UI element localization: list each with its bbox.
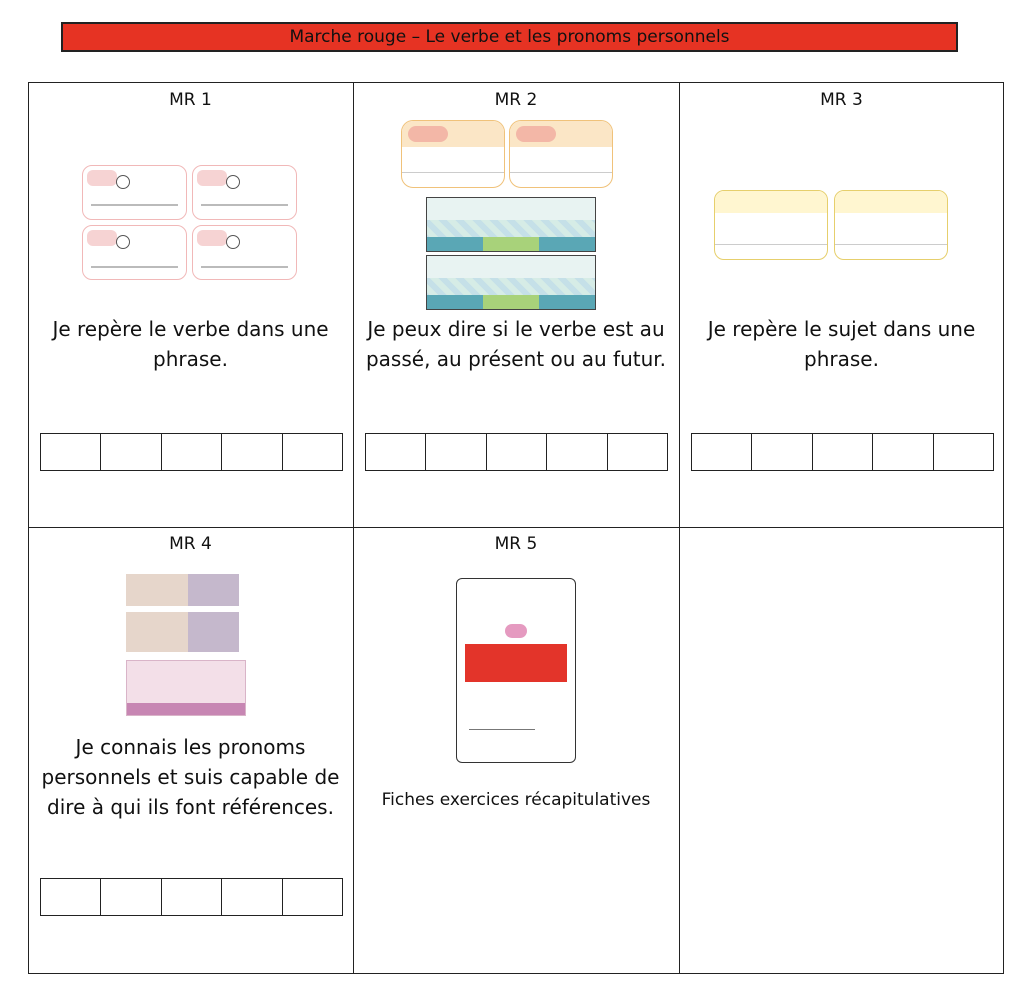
exercise-card-image	[82, 225, 187, 280]
progress-boxes[interactable]	[365, 433, 668, 471]
banner-title: Marche rouge – Le verbe et les pronoms personnels	[289, 27, 730, 47]
cell-description: Je repère le verbe dans une phrase.	[52, 317, 329, 371]
cell-title: MR 1	[169, 90, 212, 110]
worksheet-thumbnail	[456, 578, 576, 763]
progress-boxes[interactable]	[691, 433, 994, 471]
exercise-card-image	[714, 190, 828, 260]
cell-description: Je connais les pronoms personnels et suis capable de dire à qui ils font références.	[41, 735, 340, 819]
exercise-card-image	[834, 190, 948, 260]
tense-strip-image	[426, 255, 596, 310]
tense-strip-image	[426, 197, 596, 252]
pronoun-card-image	[126, 574, 239, 606]
cell-description: Fiches exercices récapitulatives	[381, 790, 651, 810]
cell-title: MR 3	[820, 90, 863, 110]
cell-title: MR 4	[169, 534, 212, 554]
progress-boxes[interactable]	[40, 433, 343, 471]
exercise-card-image	[192, 225, 297, 280]
pronoun-card-image	[126, 660, 246, 716]
cell-empty	[679, 526, 1004, 974]
exercise-card-image	[192, 165, 297, 220]
pronoun-card-image	[126, 612, 239, 652]
exercise-card-image	[509, 120, 613, 188]
cell-description: Je repère le sujet dans une phrase.	[707, 317, 976, 371]
exercise-card-image	[401, 120, 505, 188]
cell-mr3	[679, 82, 1004, 526]
exercise-card-image	[82, 165, 187, 220]
progress-boxes[interactable]	[40, 878, 343, 916]
cell-description: Je peux dire si le verbe est au passé, au présent ou au futur.	[365, 317, 667, 371]
cell-title: MR 2	[494, 90, 538, 110]
cell-mr1	[28, 82, 353, 526]
page-banner	[61, 22, 958, 52]
cell-title: MR 5	[494, 534, 538, 554]
